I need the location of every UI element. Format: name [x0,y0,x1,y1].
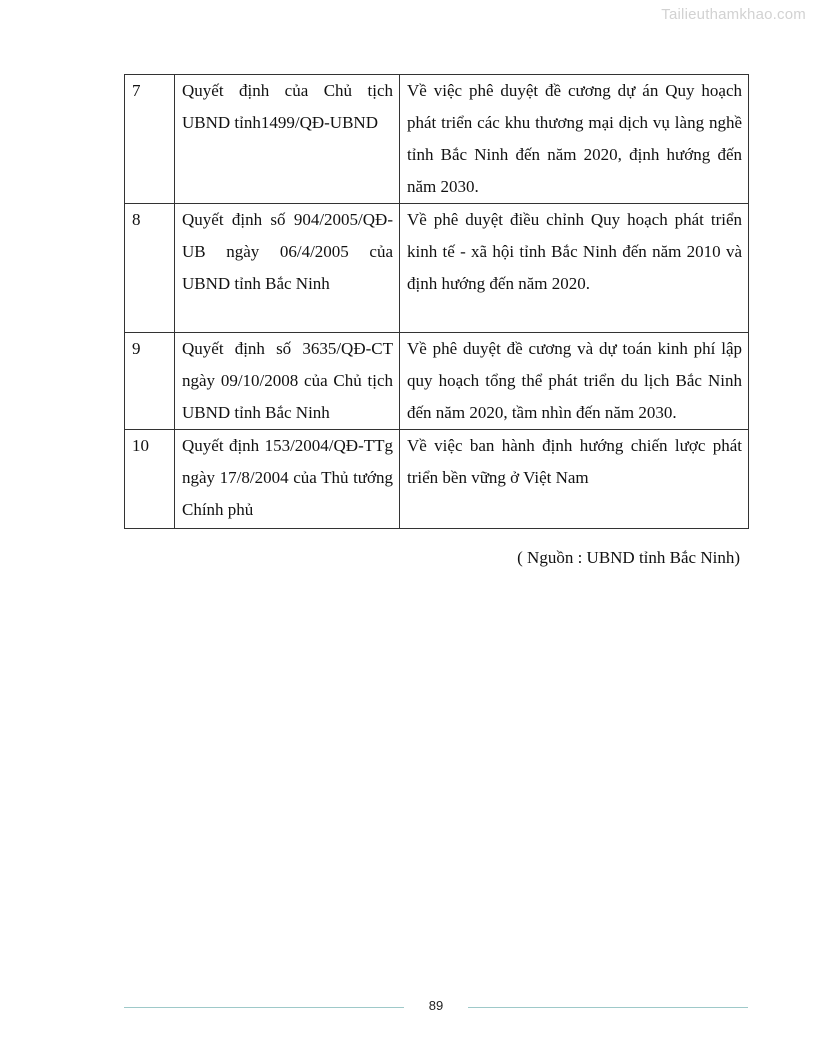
document-reference: Quyết định của Chủ tịch UBND tỉnh1499/QĐ-UBND [175,75,400,204]
row-number: 7 [125,75,175,204]
table-row [125,333,749,430]
footer-divider-right [468,1007,748,1008]
document-reference: Quyết định số 3635/QĐ-CT ngày 09/10/2008 của Chủ tịch UBND tỉnh Bắc Ninh [175,333,400,430]
document-reference: Quyết định 153/2004/QĐ-TTg ngày 17/8/2004 của Thủ tướng Chính phủ [175,430,400,529]
document-description: Về phê duyệt đề cương và dự toán kinh phí lập quy hoạch tổng thể phát triển du lịch Bắc Ninh đến năm 2020, tầm nhìn đến năm 2030. [400,333,749,430]
watermark: Tailieuthamkhao.com [661,6,806,23]
table-row [125,430,749,529]
page-number: 89 [428,998,444,1013]
document-description: Về việc phê duyệt đề cương dự án Quy hoạch phát triển các khu thương mại dịch vụ làng nghề tỉnh Bắc Ninh đến năm 2020, định hướng đến năm 2030. [400,75,749,204]
document-description: Về việc ban hành định hướng chiến lược phát triển bền vững ở Việt Nam [400,430,749,529]
row-number: 8 [125,204,175,333]
footer-divider-left [124,1007,404,1008]
legal-documents-table [124,74,749,529]
document-reference: Quyết định số 904/2005/QĐ-UB ngày 06/4/2005 của UBND tỉnh Bắc Ninh [175,204,400,333]
table-row [125,204,749,333]
table-row [125,75,749,204]
row-number: 9 [125,333,175,430]
row-number: 10 [125,430,175,529]
source-note: ( Nguồn : UBND tỉnh Bắc Ninh) [517,548,740,567]
document-description: Về phê duyệt điều chỉnh Quy hoạch phát triển kinh tế - xã hội tỉnh Bắc Ninh đến năm 2010 và định hướng đến năm 2020. [400,204,749,333]
